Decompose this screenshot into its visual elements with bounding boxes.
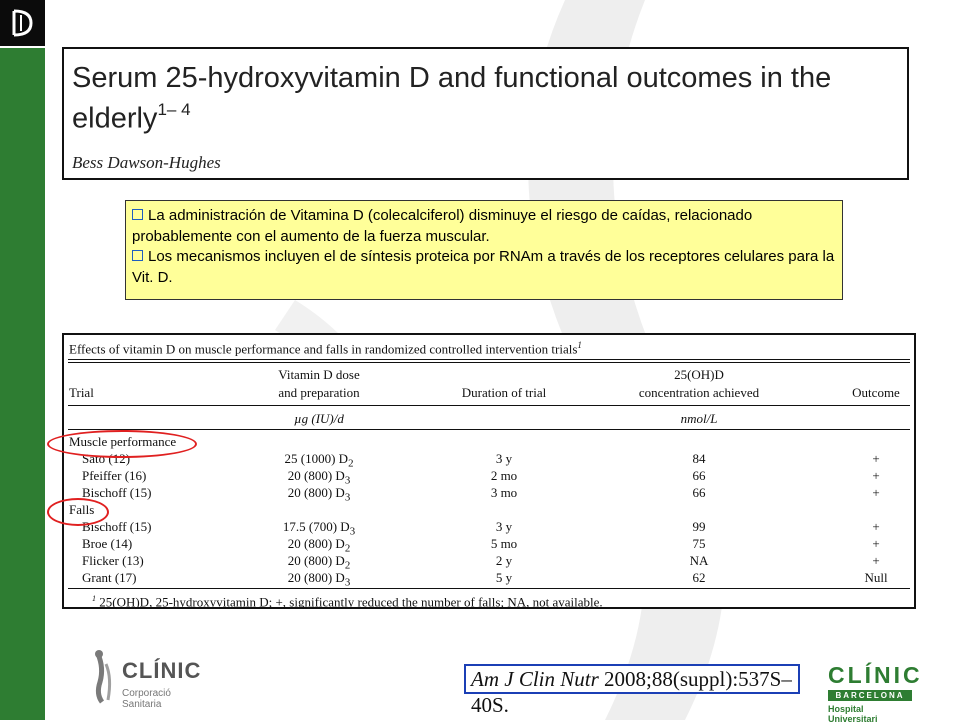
row-dose: 20 (800) $D_2$ [287, 536, 351, 555]
title-references: 1– 4 [157, 100, 191, 119]
green-sidebar [0, 0, 45, 720]
row-outcome: + [872, 485, 880, 500]
article-title [72, 61, 902, 136]
row-outcome: + [872, 468, 880, 483]
row-duration: 3 y [495, 519, 513, 534]
summary-note-box [125, 200, 843, 300]
header-duration: Duration of trial [461, 385, 547, 400]
journal-reference: Am J Clin Nutr 2008;88(suppl):537S–40S. [464, 664, 800, 694]
title-line-2: elderly [72, 102, 158, 135]
row-conc: 66 [692, 485, 706, 500]
row-conc: 84 [692, 451, 706, 466]
header-dose-line1: Vitamin D dose [278, 367, 360, 382]
row-dose: 25 (1000) $D_2$ [284, 451, 354, 470]
row-duration: 3 y [495, 451, 513, 466]
title-line-1: Serum 25-hydroxyvitamin D and functional outcomes in the [72, 62, 832, 94]
note-item [132, 247, 836, 288]
row-outcome: + [872, 553, 880, 568]
section-label: Muscle performance [69, 434, 177, 449]
highlight-ellipse-muscle [47, 430, 197, 458]
row-duration: 2 y [495, 553, 513, 568]
note-item [132, 206, 836, 247]
row-dose: 20 (800) $D_3$ [287, 468, 351, 487]
header-outcome: Outcome [852, 385, 900, 400]
row-conc: 62 [692, 570, 706, 585]
unit-conc: nmol/L [680, 411, 718, 426]
header-trial: Trial [69, 385, 94, 400]
unit-dose: µg (IU)/d [294, 411, 344, 426]
row-outcome: + [872, 536, 880, 551]
row-conc: 99 [692, 519, 706, 534]
row-outcome: Null [864, 570, 888, 585]
header-dose-line2: and preparation [278, 385, 360, 400]
row-dose: 20 (800) $D_2$ [287, 553, 351, 572]
checkbox-bullet-icon [132, 209, 143, 220]
clinic-corporacio-logo: CLÍNIC Corporació Sanitaria [88, 648, 198, 712]
row-trial: Broe (14) [82, 536, 133, 551]
row-conc: 75 [692, 536, 706, 551]
checkbox-bullet-icon [132, 250, 143, 261]
note-text: Los mecanismos incluyen el de síntesis proteica por RNAm a través de los receptores celulares para la Vit. D. [132, 248, 835, 286]
article-title-box [62, 47, 909, 180]
row-duration: 3 mo [490, 485, 518, 500]
table-caption: Effects of vitamin D on muscle performance and falls in randomized controlled intervention trials$^1$ [69, 340, 582, 357]
row-duration: 2 mo [490, 468, 518, 483]
trials-table [62, 333, 916, 609]
logo-icon [0, 0, 45, 48]
header-conc-line1: 25(OH)D [674, 367, 724, 382]
row-trial: Sato (12) [82, 451, 131, 466]
row-trial: Pfeiffer (16) [82, 468, 147, 483]
row-conc: 66 [692, 468, 706, 483]
row-outcome: + [872, 451, 880, 466]
row-trial: Flicker (13) [82, 553, 144, 568]
row-trial: Bischoff (15) [82, 519, 152, 534]
note-text: La administración de Vitamina D (colecalciferol) disminuye el riesgo de caídas, relacionado probablemente con el aumento de la fuerza muscular. [132, 207, 753, 245]
row-outcome: + [872, 519, 880, 534]
author-name: Bess Dawson-Hughes [72, 153, 221, 172]
header-conc-line2: concentration achieved [638, 385, 760, 400]
section-label: Falls [69, 502, 95, 517]
row-conc: NA [689, 553, 709, 568]
table-footnote: $^1$ 25(OH)D, 25-hydroxyvitamin D; +, significantly reduced the number of falls; NA, not available. [92, 594, 603, 610]
row-trial: Grant (17) [82, 570, 137, 585]
row-trial: Bischoff (15) [82, 485, 152, 500]
clinic-barcelona-logo: CLÍNIC BARCELONA Hospital Universitari [828, 662, 923, 724]
row-dose: 20 (800) $D_3$ [287, 485, 351, 504]
row-dose: 17.5 (700) $D_3$ [282, 519, 356, 538]
highlight-ellipse-falls [47, 498, 109, 526]
row-duration: 5 mo [490, 536, 518, 551]
clinic-emblem-icon [88, 648, 118, 704]
row-duration: 5 y [495, 570, 513, 585]
row-dose: 20 (800) $D_3$ [287, 570, 351, 589]
